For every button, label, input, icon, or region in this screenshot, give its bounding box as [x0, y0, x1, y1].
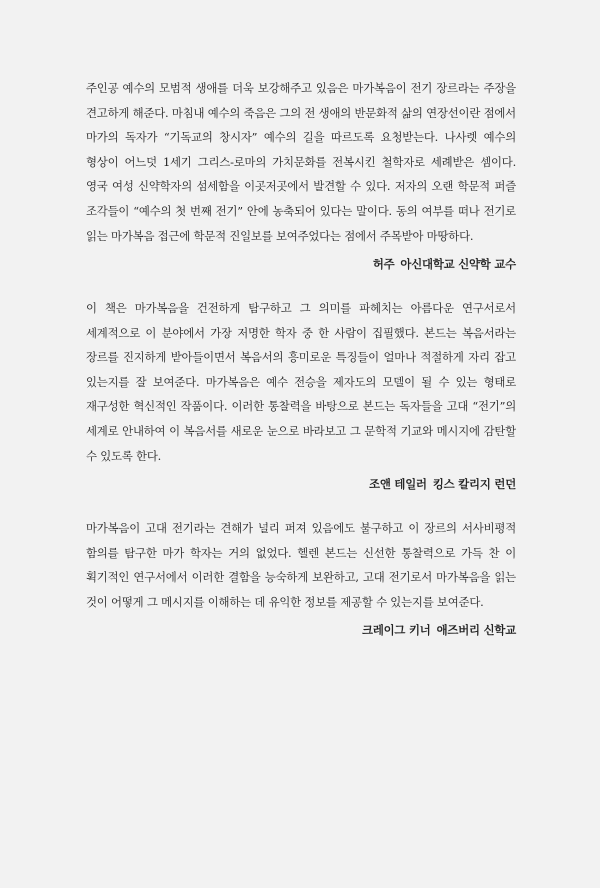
endorser-affiliation: 아신대학교 신약학 교수 — [400, 257, 516, 272]
endorsement-1 — [86, 76, 516, 274]
endorsement-3 — [86, 516, 516, 640]
endorsement-attribution — [86, 620, 516, 640]
endorser-affiliation: 킹스 칼리지 런던 — [432, 477, 516, 492]
endorsement-text: 이 책은 마가복음을 건전하게 탐구하고 그 의미를 파헤치는 아름다운 연구서로서 세계적으로 이 분야에서 가장 저명한 학자 중 한 사람이 집필했다. 본드는 복음서라는 장르를 진지하게 받아들이면서 복음서의 흥미로운 특징들이 얼마나 적절하게 자리 잡고 있는지를 잘 보여준다. 마가복음은 예수 전승을 제자도의 모델이 될 수 있는 형태로 재구성한 혁신적인 작품이다. 이러한 통찰력을 바탕으로 본드는 독자들을 고대 “전기”의 세계로 안내하여 이 복음서를 새로운 눈으로 바라보고 그 문학적 기교와 메시지에 감탄할 수 있도록 한다. — [86, 301, 516, 463]
endorser-name: 조앤 테일러 — [369, 477, 427, 492]
endorser-name: 크레이그 키너 — [362, 623, 431, 638]
endorsement-text: 주인공 예수의 모범적 생애를 더욱 보강해주고 있음은 마가복음이 전기 장르라는 주장을 견고하게 해준다. 마침내 예수의 죽음은 그의 전 생애의 반문화적 삶의 연장선이란 점에서 마가의 독자가 “기독교의 창시자” 예수의 길을 따르도록 요청받는다. 나사렛 예수의 형상이 어느덧 1세기 그리스-로마의 가치문화를 전복시킨 철학자로 세례받은 셈이다. 영국 여성 신약학자의 섬세함을 이곳저곳에서 발견할 수 있다. 저자의 오랜 학문적 퍼즐 조각들이 “예수의 첫 번째 전기” 안에 농축되어 있다는 말이다. 동의 여부를 떠나 전기로 읽는 마가복음 접근에 학문적 진일보를 보여주었다는 점에서 주목받아 마땅하다. — [86, 81, 516, 243]
endorsement-attribution — [86, 254, 516, 274]
endorsement-text: 마가복음이 고대 전기라는 견해가 널리 퍼져 있음에도 불구하고 이 장르의 서사비평적 함의를 탐구한 마가 학자는 거의 없었다. 헬렌 본드는 신선한 통찰력으로 가득 찬 이 획기적인 연구서에서 이러한 결함을 능숙하게 보완하고, 고대 전기로서 마가복음을 읽는 것이 어떻게 그 메시지를 이해하는 데 유익한 정보를 제공할 수 있는지를 보여준다. — [86, 521, 516, 609]
endorser-name: 허주 — [372, 257, 395, 272]
endorsement-2 — [86, 296, 516, 494]
endorser-affiliation: 애즈버리 신학교 — [436, 623, 516, 638]
endorsement-attribution — [86, 474, 516, 494]
